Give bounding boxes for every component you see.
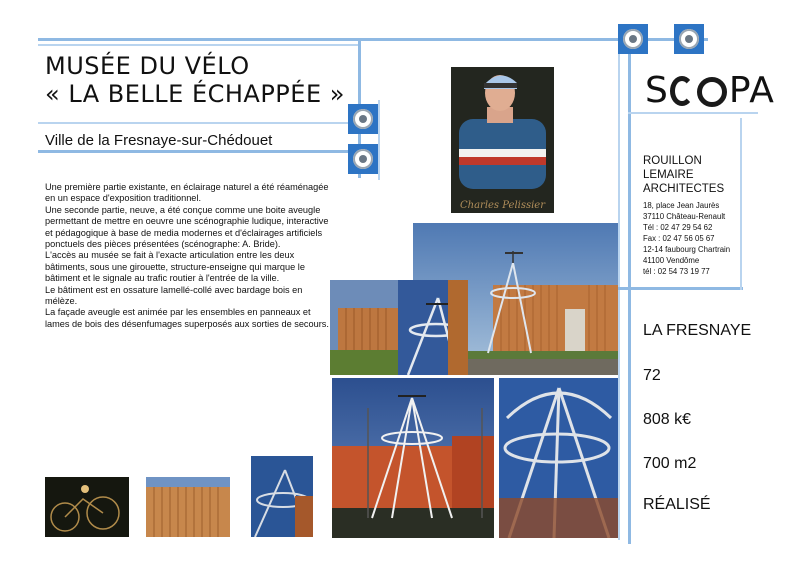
frame-line-firm-right bbox=[740, 118, 742, 290]
address-line: tél : 02 54 73 19 77 bbox=[643, 267, 710, 276]
description-paragraph: L'accès au musée se fait à l'exacte articulation entre les deux bâtiments, sous une girouette, structure-enseigne qui marque le bâtiment et le signale au trafic routier à l'entrée de la ville. bbox=[45, 250, 305, 284]
scopa-logo bbox=[645, 70, 775, 111]
project-description bbox=[45, 182, 329, 330]
cyclist-poster-photo bbox=[451, 67, 554, 213]
fact-city: LA FRESNAYE bbox=[643, 322, 752, 339]
weathervane-night-photo bbox=[499, 378, 618, 538]
description-paragraph: Une seconde partie, neuve, a été conçue comme une boite aveugle permettant de mettre en oeuvre une scénographie ludique, interactive et pédagogique à base de media modernes et d'éclairages artificiels ponctuels des pièces présentées (scénographe: A. Bride). bbox=[45, 204, 329, 250]
weathervane-photo-sky bbox=[398, 280, 468, 375]
frame-line-top-2 bbox=[38, 44, 358, 46]
fact-cost: 808 k€ bbox=[643, 411, 692, 428]
firm-name-line: ARCHITECTES bbox=[643, 183, 725, 195]
fact-department: 72 bbox=[643, 367, 661, 384]
address-line: 41100 Vendôme bbox=[643, 256, 700, 265]
weathervane-thumbnail bbox=[251, 456, 313, 537]
address-line: 37110 Château-Renault bbox=[643, 212, 726, 221]
firm-name bbox=[643, 154, 724, 196]
target-icon bbox=[348, 104, 378, 134]
frame-line-title-bottom bbox=[38, 122, 358, 124]
frame-line-subtitle-bottom bbox=[38, 150, 378, 153]
description-paragraph: La façade aveugle est animée par les ensembles en panneaux et lames de bois des désenfumages superposés aux sorties de secours. bbox=[45, 307, 329, 329]
frame-line-logo-bottom bbox=[628, 112, 758, 114]
firm-name-line: LEMAIRE bbox=[643, 169, 694, 181]
frame-line-right-main-2 bbox=[618, 30, 620, 540]
project-title bbox=[45, 52, 345, 108]
logo-text-right: PA bbox=[728, 70, 775, 111]
address-line: Tél : 02 47 29 54 62 bbox=[643, 223, 713, 232]
address-line: 18, place Jean Jaurès bbox=[643, 201, 720, 210]
frame-line-right-title bbox=[378, 100, 380, 180]
fact-area: 700 m2 bbox=[643, 455, 697, 472]
frame-line-top bbox=[38, 38, 708, 41]
logo-o-glyph bbox=[697, 77, 727, 107]
poster-caption: Charles Pelissier bbox=[459, 200, 545, 211]
exhibit-thumbnail bbox=[45, 477, 129, 537]
firm-address bbox=[643, 200, 730, 277]
target-icon bbox=[618, 24, 648, 54]
title-line-2: « LA BELLE ÉCHAPPÉE » bbox=[45, 80, 345, 108]
frame-line-right-main bbox=[628, 24, 631, 544]
target-icon bbox=[348, 144, 378, 174]
fact-status: RÉALISÉ bbox=[643, 496, 711, 513]
target-icon bbox=[674, 24, 704, 54]
cladding-thumbnail bbox=[146, 477, 230, 537]
description-paragraph: Le bâtiment est en ossature lamellé-collé avec bardage bois en mélèze. bbox=[45, 284, 303, 307]
building-photo-wall bbox=[330, 280, 398, 375]
logo-text-left: S bbox=[645, 70, 669, 111]
project-location: Ville de la Fresnaye-sur-Chédouet bbox=[45, 132, 273, 149]
firm-name-line: ROUILLON bbox=[643, 155, 702, 167]
logo-c-glyph bbox=[670, 76, 694, 106]
night-facade-photo bbox=[332, 378, 494, 538]
description-paragraph: Une première partie existante, en éclairage naturel a été réaménagée en un espace d'exposition traditionnel. bbox=[45, 182, 329, 204]
address-line: Fax : 02 47 56 05 67 bbox=[643, 234, 715, 243]
title-line-1: MUSÉE DU VÉLO bbox=[45, 52, 250, 80]
address-line: 12-14 faubourg Chartrain bbox=[643, 245, 731, 254]
